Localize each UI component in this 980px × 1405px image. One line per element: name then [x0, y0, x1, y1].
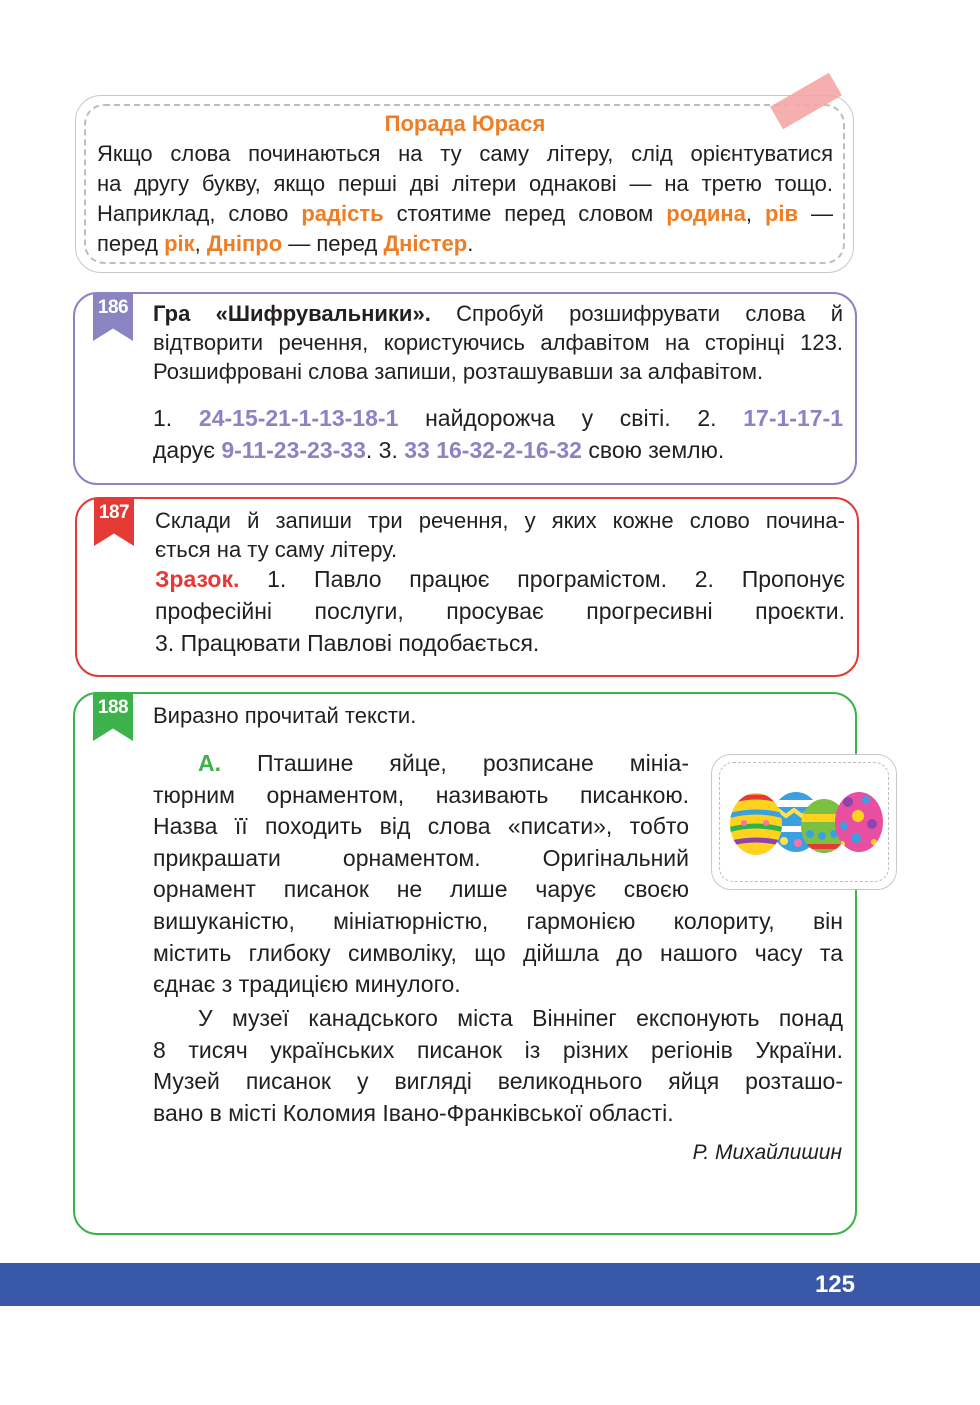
instruction-line: відтворити речення, користуючись алфавітом на сторінці 123. [153, 330, 843, 355]
task-187-instruction [155, 506, 845, 564]
task-number: 188 [97, 697, 129, 718]
sample-line: професійні послуги, просуває прогресивні проєкти. [155, 598, 845, 624]
text-a-paragraph-1-top [153, 748, 689, 906]
tip-text-part: — перед [282, 231, 384, 256]
tip-line-2: на другу букву, якщо перші дві літери однакові — на третю тощо. [97, 171, 833, 196]
task-186-instruction [153, 299, 843, 386]
highlight-word: Дністер [383, 231, 468, 256]
tip-text-part: . [467, 231, 474, 256]
tip-line-1: Якщо слова починаються на ту саму літеру, слід орієнтуватися [97, 141, 833, 166]
sample-label: Зразок. [155, 566, 240, 592]
cipher-code: 17-1-17-1 [743, 405, 843, 431]
text-line: прикрашати орнаментом. Оригінальний [153, 844, 689, 871]
exercise-line [153, 434, 843, 466]
text-part: Пташине яйце, розписане мініа- [221, 750, 689, 776]
tip-text-part: Наприклад, слово [97, 201, 302, 226]
exercise-text: 1. [153, 405, 199, 431]
exercise-text: дарує [153, 437, 222, 463]
highlight-word: рів [764, 201, 799, 226]
exercise-line [153, 402, 843, 434]
page-number: 125 [814, 1271, 855, 1298]
cipher-code: 33 16-32-2-16-32 [404, 437, 582, 463]
tip-text-part: , [194, 231, 207, 256]
tip-text-part: перед [97, 231, 165, 256]
text-line: вишуканістю, мініатюрністю, гармонією колориту, він [153, 908, 843, 934]
text-a-paragraph-1-bottom [153, 906, 843, 1001]
task-187-sample [155, 563, 845, 659]
tip-line-3 [97, 199, 833, 229]
sample-text: 1. Павло працює програмістом. 2. Пропонує [239, 566, 845, 592]
instruction-line [153, 299, 843, 328]
tip-title: Порада Юрася [384, 111, 546, 136]
text-line: Музей писанок у вигляді великоднього яйця розташо- [153, 1068, 843, 1094]
tip-text-part: , [745, 201, 765, 226]
easter-eggs-icon [726, 786, 886, 858]
tip-text-part: — [798, 201, 833, 226]
instruction-text: Спробуй розшифрувати слова й [430, 301, 843, 326]
text-line: У музеї канадського міста Вінніпег експонують понад [198, 1005, 843, 1031]
text-label: А. [198, 750, 221, 776]
exercise-text: свою землю. [581, 437, 725, 463]
sample-line [155, 563, 845, 595]
game-title: Гра «Шифрувальники». [153, 301, 431, 326]
text-line: орнамент писанок не лише чарує своєю [153, 876, 689, 902]
instruction-line: Склади й запиши три речення, у яких кожне слово почина- [155, 508, 845, 533]
highlight-word: Дніпро [206, 231, 283, 256]
instruction-line: ється на ту саму літеру. [155, 537, 398, 562]
highlight-word: радість [301, 201, 384, 226]
text-line: 8 тисяч українських писанок із різних регіонів України. [153, 1036, 843, 1063]
task-number: 186 [97, 297, 129, 318]
task-186-badge [93, 293, 133, 341]
tip-text [97, 139, 833, 259]
task-number: 187 [98, 502, 130, 523]
author: Р. Михайлишин [692, 1141, 842, 1164]
text-a-paragraph-2 [153, 1003, 843, 1129]
instruction-line: Виразно прочитай тексти. [153, 703, 417, 728]
text-line [153, 748, 689, 780]
text-line: містить глибоку символіку, що дійшла до нашого часу та [153, 939, 843, 966]
task-188-instruction [153, 701, 843, 730]
cipher-code: 9-11-23-23-33 [221, 437, 366, 463]
sample-line: 3. Працювати Павлові подобається. [155, 630, 540, 656]
instruction-line: Розшифровані слова запиши, розташувавши за алфавітом. [153, 359, 764, 384]
tip-line-4 [97, 229, 833, 259]
task-188-badge [93, 693, 133, 741]
text-line: вано в місті Коломия Івано-Франківської області. [153, 1099, 674, 1126]
text-line: Назва її походить від слова «писати», тобто [153, 813, 689, 839]
task-187-badge [94, 498, 134, 546]
cipher-code: 24-15-21-1-13-18-1 [198, 405, 399, 431]
task-186-exercise [153, 402, 843, 466]
exercise-text: . 3. [365, 437, 405, 463]
highlight-word: рік [164, 231, 195, 256]
text-line: єднає з традицією минулого. [153, 971, 461, 997]
text-line: тюрним орнаментом, називають писанкою. [153, 781, 689, 808]
exercise-text: найдорожча у світі. 2. [398, 405, 744, 431]
highlight-word: родина [666, 201, 746, 226]
tip-text-part: стоятиме перед словом [383, 201, 667, 226]
